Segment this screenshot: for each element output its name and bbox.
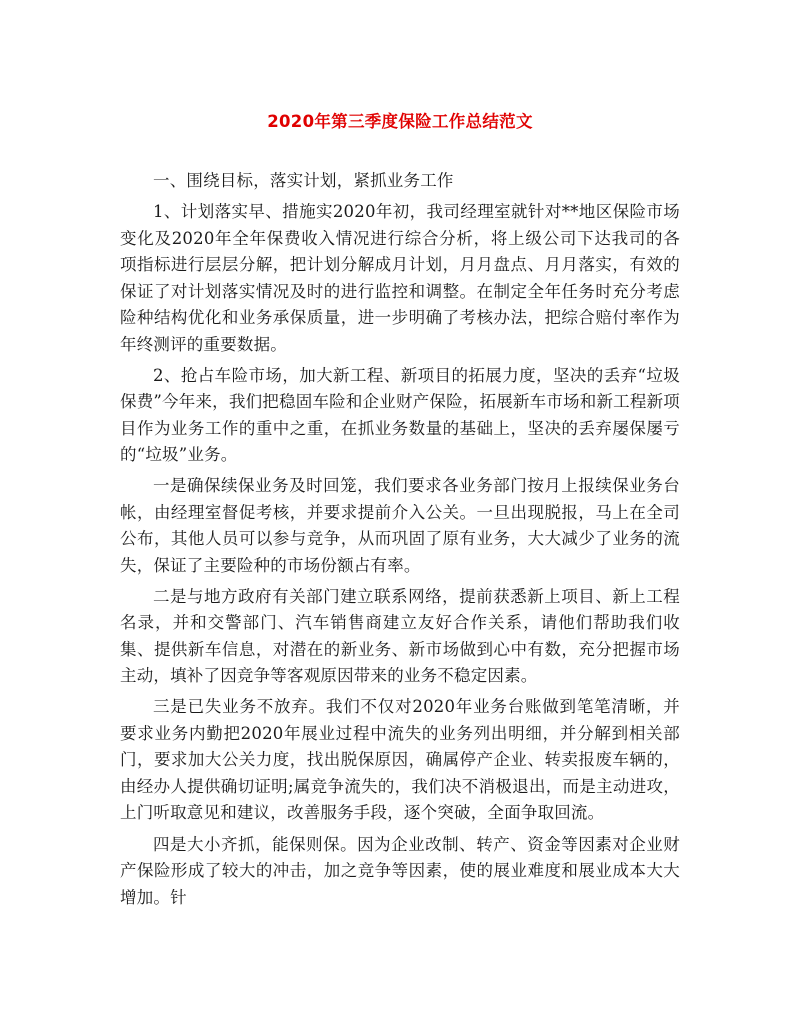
document-title: 2020年第三季度保险工作总结范文 (267, 112, 533, 131)
section-heading: 一、围绕目标，落实计划，紧抓业务工作 (153, 171, 454, 190)
document-body (120, 168, 680, 916)
paragraph-government-network: 二是与地方政府有关部门建立联系网络，提前获悉新上项目、新上工程名录，并和交警部门、汽车销售商建立友好合作关系，请他们帮助我们收集、提供新车信息，对潜在的新业务、新市场做到心中有数，充分把握市场主动，填补了因竞争等客观原因带来的业务不稳定因素。 (120, 586, 680, 686)
paragraph-plan-implementation: 1、计划落实早、措施实2020年初，我司经理室就针对**地区保险市场变化及2020年全年保费收入情况进行综合分析，将上级公司下达我司的各项指标进行层层分解，把计划分解成月计划，月月盘点、月月落实，有效的保证了对计划落实情况及时的进行监控和调整。在制定全年任务时充分考虑险种结构优化和业务承保质量，进一步明确了考核办法，把综合赔付率作为年终测评的重要数据。 (120, 202, 680, 354)
paragraph-auto-insurance-market: 2、抢占车险市场，加大新工程、新项目的拓展力度，坚决的丢弃“垃圾保费”今年来，我们把稳固车险和企业财产保险，拓展新车市场和新工程新项目作为业务工作的重中之重，在抓业务数量的基础上，坚决的丢弃屡保屡亏的“垃圾”业务。 (120, 365, 680, 465)
paragraph-lost-business: 三是已失业务不放弃。我们不仅对2020年业务台账做到笔笔清晰，并要求业务内勤把2020年展业过程中流失的业务列出明细，并分解到相关部门，要求加大公关力度，找出脱保原因，确属停产企业、转卖报废车辆的，由经办人提供确切证明;属竞争流失的，我们决不消极退出，而是主动进攻，上门听取意见和建议，改善服务手段，逐个突破，全面争取回流。 (120, 697, 680, 823)
paragraph-renewal-business: 一是确保续保业务及时回笼，我们要求各业务部门按月上报续保业务台帐，由经理室督促考核，并要求提前介入公关。一旦出现脱报，马上在全司公布，其他人员可以参与竞争，从而巩固了原有业务，大大减少了业务的流失，保证了主要险种的市场份额占有率。 (120, 476, 680, 575)
paragraph-large-and-small: 四是大小齐抓，能保则保。因为企业改制、转产、资金等因素对企业财产保险形成了较大的冲击，加之竞争等因素，使的展业难度和展业成本大大增加。针 (120, 834, 680, 907)
